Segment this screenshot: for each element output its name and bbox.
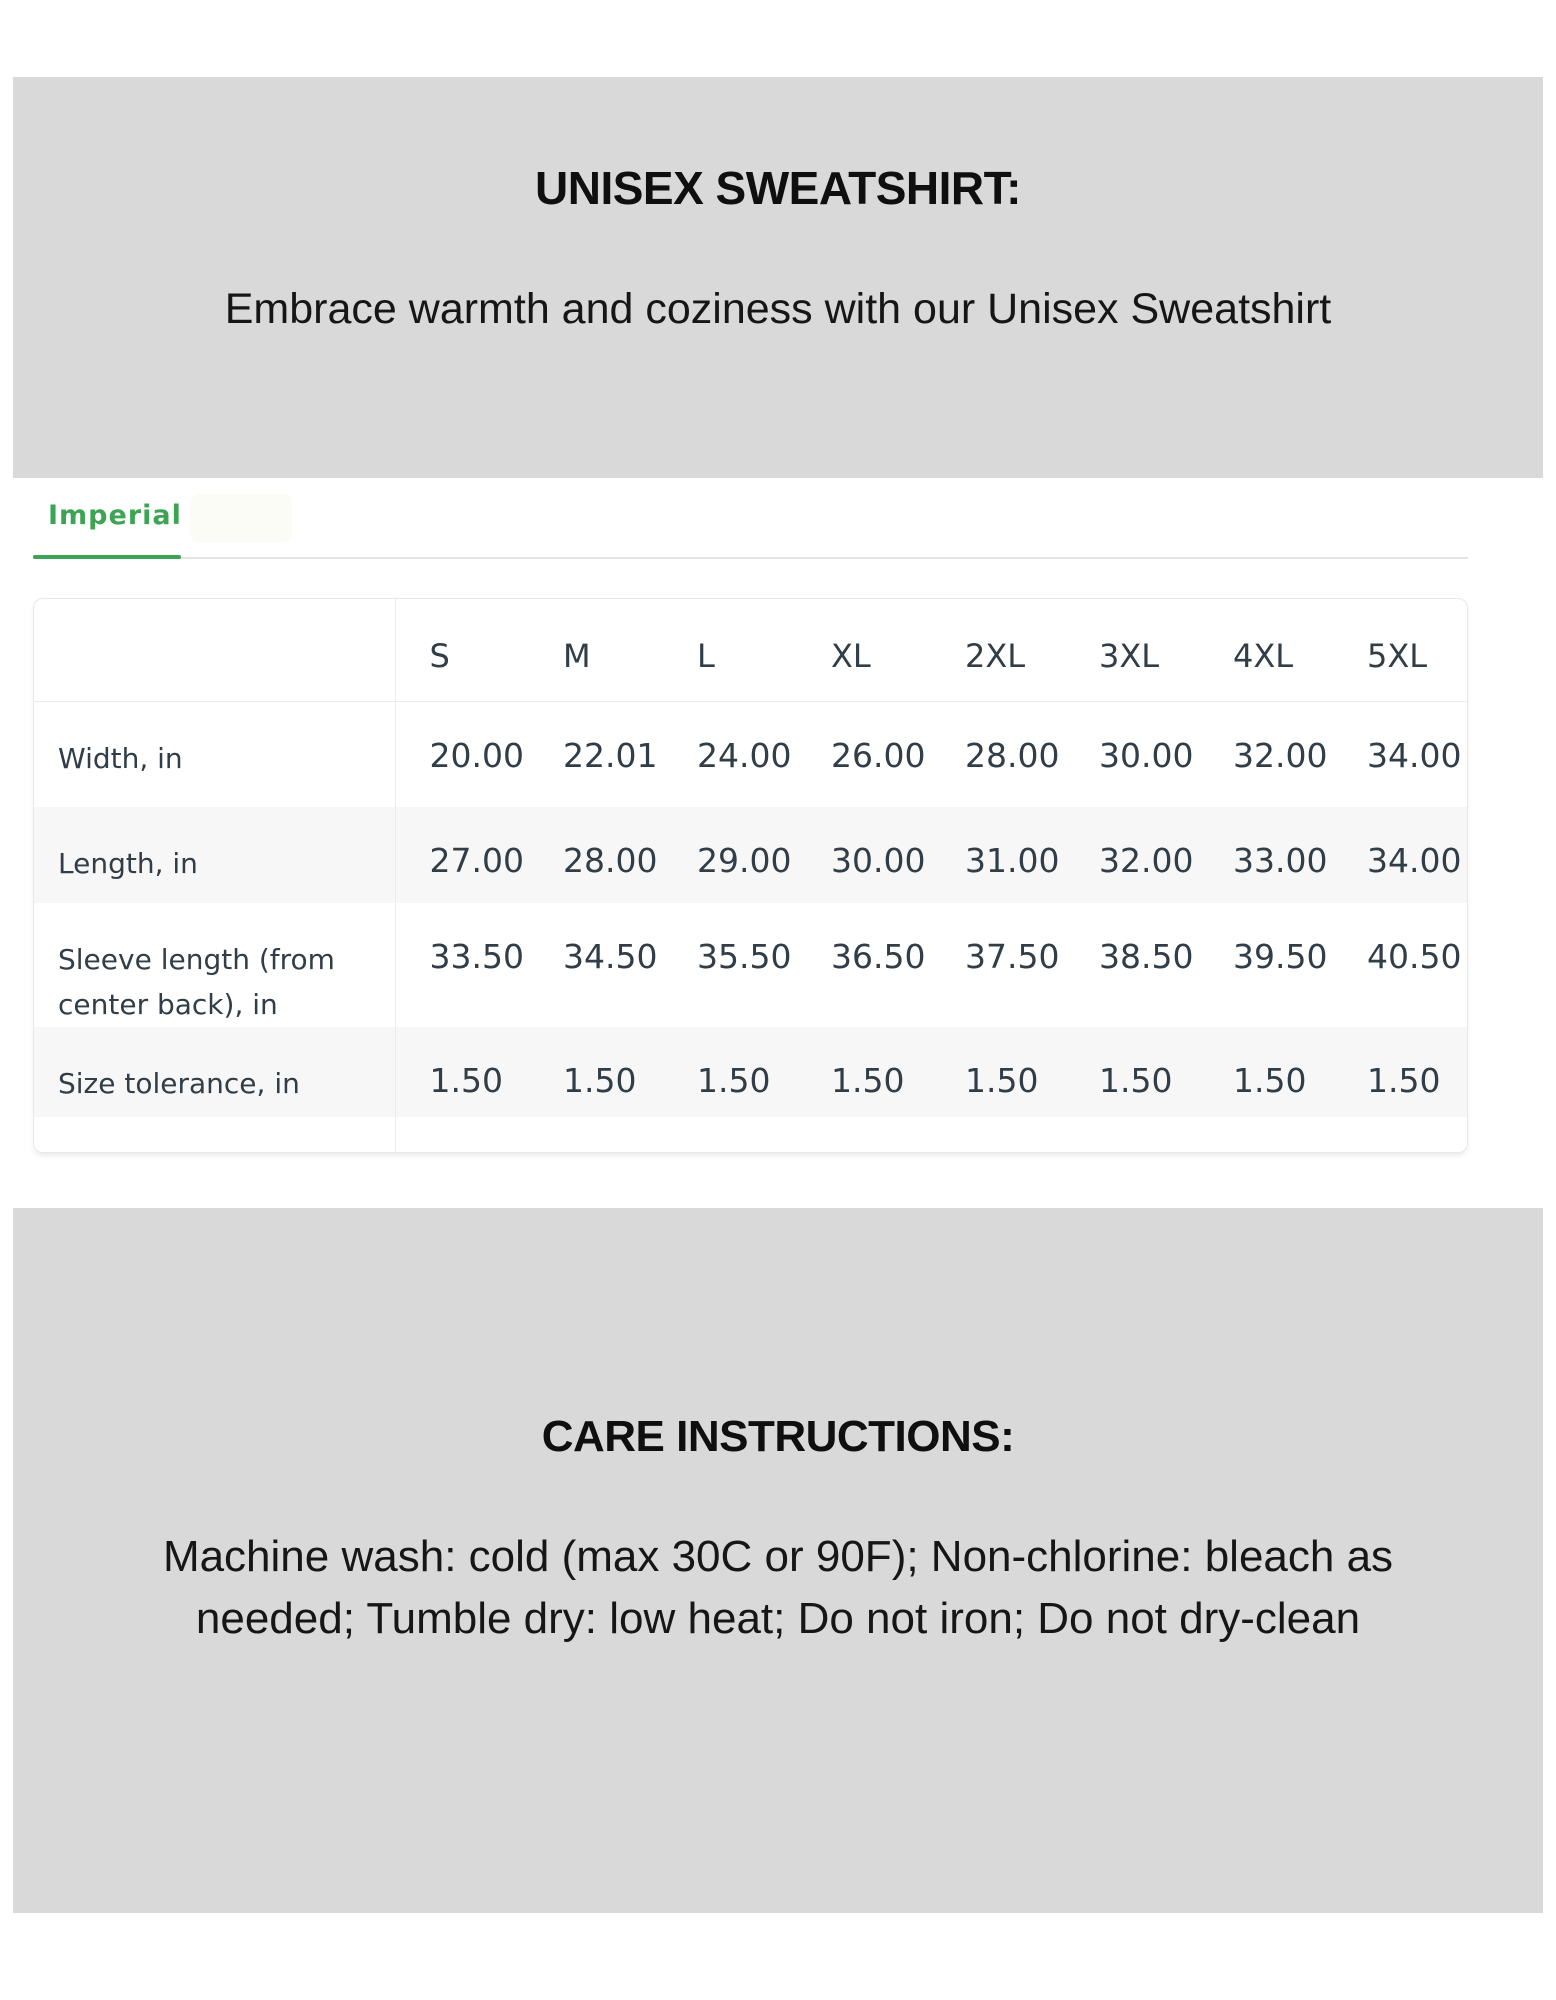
care-title: CARE INSTRUCTIONS: [541,1412,1015,1461]
row-label: Size tolerance, in [34,1027,395,1117]
table-row [34,903,1467,1027]
tab-metric-hidden[interactable] [190,494,292,542]
table-cell: 33.00 [1233,841,1328,880]
table-cell: 31.00 [965,841,1060,880]
product-subtitle: Embrace warmth and coziness with our Unisex Sweatshirt [224,285,1332,333]
table-cell: 22.01 [563,735,658,775]
table-cell: 34.00 [1367,841,1462,880]
table-cell: 1.50 [697,1061,771,1100]
table-cell: 30.00 [1099,735,1194,775]
table-header-corner [34,599,395,701]
table-cell: 39.50 [1233,937,1328,976]
table-cell: 38.50 [1099,937,1194,976]
active-tab-underline [33,555,181,559]
column-header-l: L [663,599,797,701]
table-cell: 26.00 [831,735,926,775]
table-row [34,701,1467,807]
tab-imperial[interactable]: Imperial [48,500,182,531]
column-header-3xl: 3XL [1065,599,1199,701]
table-filler-cell [34,1117,395,1153]
table-cell: 1.50 [429,1061,503,1100]
column-header-2xl: 2XL [931,599,1065,701]
table-cell: 33.50 [429,937,524,976]
table-cell: 27.00 [429,841,524,880]
table-cell: 24.00 [697,735,792,775]
table-cell: 28.00 [965,735,1060,775]
table-cell: 1.50 [1367,1061,1441,1100]
table-cell: 36.50 [831,937,926,976]
row-label: Length, in [34,807,395,903]
column-header-xl: XL [797,599,931,701]
table-cell: 34.50 [563,937,658,976]
table-cell: 34.00 [1367,735,1462,775]
table-row [34,1027,1467,1117]
product-info-section [13,77,1543,478]
size-chart-table [34,599,1467,1153]
row-label: Sleeve length (from center back), in [34,903,395,1027]
column-header-4xl: 4XL [1199,599,1333,701]
table-cell: 1.50 [1099,1061,1173,1100]
column-header-5xl: 5XL [1333,599,1467,701]
care-text-line: Machine wash: cold (max 30C or 90F); Non-chlorine: bleach as [162,1532,1394,1581]
table-cell: 1.50 [1233,1061,1307,1100]
table-cell: 29.00 [697,841,792,880]
table-filler-cell [395,1117,1467,1153]
column-header-m: M [529,599,663,701]
care-text-line: needed; Tumble dry: low heat; Do not iron; Do not dry-clean [195,1594,1361,1643]
table-cell: 1.50 [563,1061,637,1100]
column-header-s: S [395,599,529,701]
table-cell: 32.00 [1099,841,1194,880]
table-cell: 1.50 [831,1061,905,1100]
table-cell: 32.00 [1233,735,1328,775]
table-header-row [34,599,1467,701]
product-title: UNISEX SWEATSHIRT: [535,162,1021,214]
table-cell: 37.50 [965,937,1060,976]
care-text [13,1526,1543,1650]
row-label: Width, in [34,701,395,807]
table-cell: 20.00 [429,735,524,775]
size-chart [33,598,1468,1153]
table-filler-row [34,1117,1467,1153]
table-cell: 28.00 [563,841,658,880]
care-instructions-section [13,1208,1543,1913]
table-row [34,807,1467,903]
table-cell: 40.50 [1367,937,1462,976]
size-chart-body [34,701,1467,1153]
table-cell: 1.50 [965,1061,1039,1100]
table-cell: 30.00 [831,841,926,880]
table-cell: 35.50 [697,937,792,976]
tab-bar-divider [33,557,1468,559]
